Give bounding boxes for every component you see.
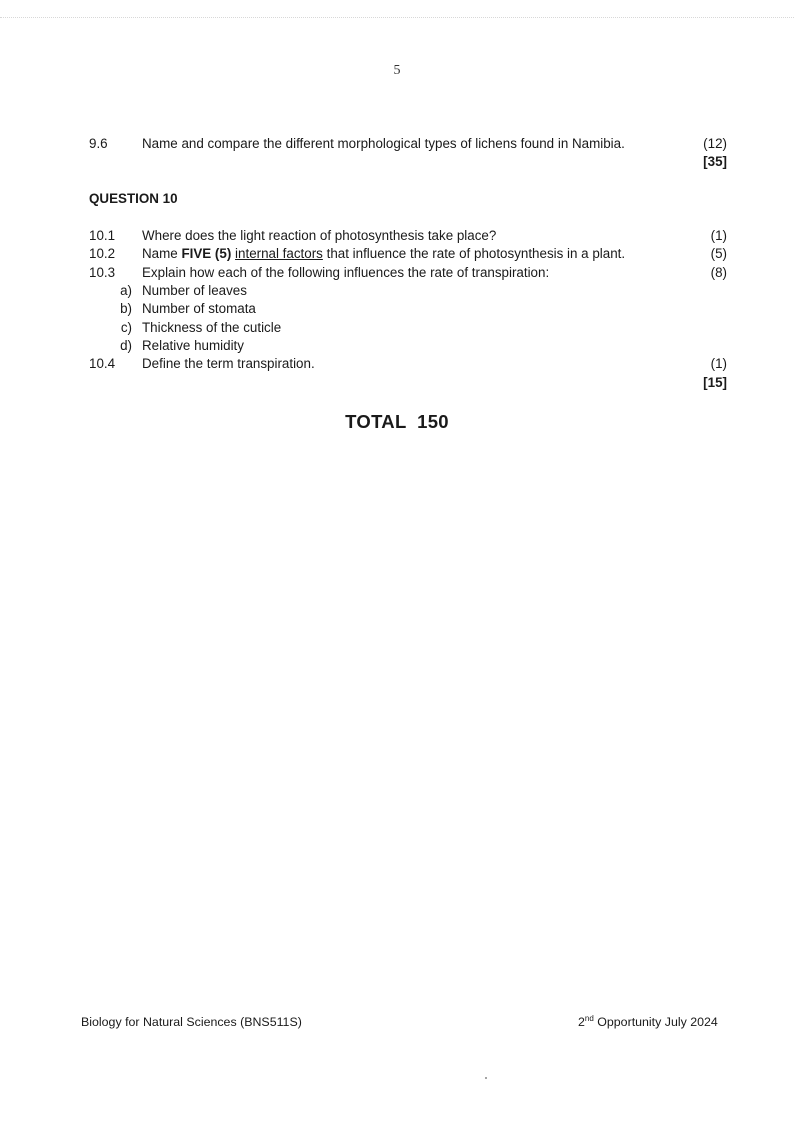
question-number: 10.3 bbox=[89, 265, 116, 280]
question-9-6 bbox=[89, 135, 727, 153]
sub-item-letter: c) bbox=[120, 320, 132, 335]
sub-item-text: Thickness of the cuticle bbox=[142, 320, 282, 335]
sub-item bbox=[89, 337, 727, 355]
question-text: Where does the light reaction of photosynthesis take place? bbox=[142, 228, 497, 243]
question-number: 10.2 bbox=[89, 246, 116, 261]
question-text-tail: that influence the rate of photosynthesis in a plant. bbox=[322, 246, 626, 261]
sub-item bbox=[89, 319, 727, 337]
question-text bbox=[142, 245, 625, 263]
footer-ordinal-number: 2 bbox=[578, 1015, 585, 1029]
section-10-total-row bbox=[89, 374, 727, 392]
sub-item bbox=[89, 300, 727, 318]
footer-date: Opportunity July 2024 bbox=[593, 1015, 718, 1029]
question-text: Name and compare the different morphological types of lichens found in Namibia. bbox=[142, 136, 625, 151]
question-text-lead: Name bbox=[142, 246, 182, 261]
question-10-3 bbox=[89, 264, 727, 282]
question-number: 10.1 bbox=[89, 228, 116, 243]
sub-item-text: Number of stomata bbox=[142, 301, 256, 316]
question-number: 9.6 bbox=[89, 136, 108, 151]
footer-course: Biology for Natural Sciences (BNS511S) bbox=[81, 1015, 302, 1029]
sub-item-text: Number of leaves bbox=[142, 283, 247, 298]
question-marks: (8) bbox=[710, 265, 727, 280]
footer-ordinal-suffix: nd bbox=[584, 1014, 594, 1023]
exam-total: TOTAL 150 bbox=[345, 411, 449, 432]
page-top-edge bbox=[0, 17, 794, 18]
question-10-2 bbox=[89, 245, 727, 263]
question-marks: (1) bbox=[710, 228, 727, 243]
question-text: Define the term transpiration. bbox=[142, 356, 315, 371]
sub-item-letter: a) bbox=[120, 283, 132, 298]
emphasis-count: FIVE (5) bbox=[181, 246, 232, 261]
question-10-1 bbox=[89, 227, 727, 245]
sub-item-letter: b) bbox=[120, 301, 132, 316]
underlined-term: internal factors bbox=[235, 246, 323, 261]
section-9-total-row bbox=[89, 153, 727, 171]
section-total: [35] bbox=[703, 154, 727, 169]
scan-artifact bbox=[485, 1077, 487, 1079]
footer-opportunity bbox=[578, 1014, 718, 1030]
question-marks: (5) bbox=[710, 246, 727, 261]
question-marks: (1) bbox=[710, 356, 727, 371]
question-number: 10.4 bbox=[89, 356, 116, 371]
question-marks: (12) bbox=[703, 136, 727, 151]
section-total: [15] bbox=[703, 375, 727, 390]
page-number: 5 bbox=[393, 63, 401, 78]
question-text: Explain how each of the following influences the rate of transpiration: bbox=[142, 265, 550, 280]
sub-item bbox=[89, 282, 727, 300]
sub-item-text: Relative humidity bbox=[142, 338, 244, 353]
question-10-4 bbox=[89, 355, 727, 373]
question-10-heading: QUESTION 10 bbox=[89, 191, 178, 206]
sub-item-letter: d) bbox=[120, 338, 132, 353]
